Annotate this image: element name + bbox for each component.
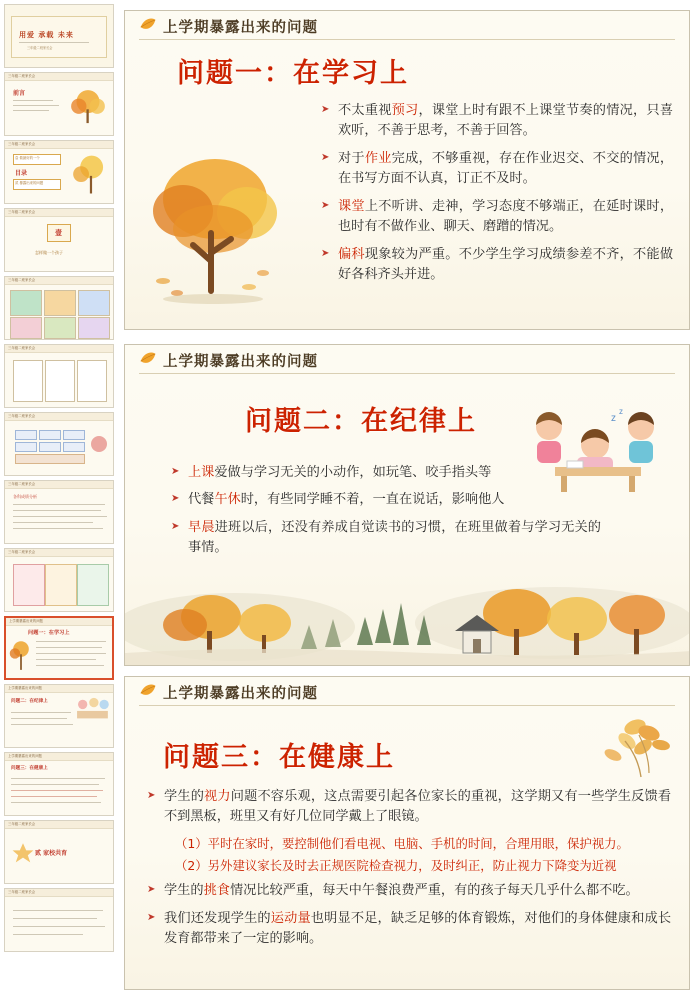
list-item[interactable] xyxy=(4,888,114,952)
thumb-header: 三年级二班家长会 xyxy=(5,209,113,217)
page-title: 上学期暴露出来的问题 xyxy=(163,354,318,370)
thumb-content xyxy=(5,488,113,543)
leaf-icon xyxy=(139,351,157,367)
bullet-list xyxy=(147,787,671,956)
divider xyxy=(139,39,675,40)
list-item[interactable] xyxy=(4,276,114,340)
thumb-header: 三年级二班家长会 xyxy=(5,481,113,489)
list-item[interactable] xyxy=(4,344,114,408)
list-item[interactable] xyxy=(4,684,114,748)
list-item[interactable] xyxy=(4,548,114,612)
thumb-title: 壹 xyxy=(55,229,62,237)
list-item[interactable] xyxy=(4,752,114,816)
thumb-content xyxy=(5,284,113,339)
list-item: ➤ 我们还发现学生的运动量也明显不足，缺乏足够的体育锻炼，对他们的身体健康和成长发育都带来了一定的影响。 xyxy=(147,909,671,950)
sub-item: （1）平时在家时，要控制他们看电视、电脑、手机的时间，合理用眼，保护视力。 xyxy=(175,835,629,851)
thumb-header: 三年级二班家长会 xyxy=(5,413,113,421)
tree-illustration xyxy=(143,141,293,306)
slide-header xyxy=(125,11,689,41)
list-item: ➤ 早晨进班以后，还没有养成自觉读书的习惯，在班里做着与学习无关的事情。 xyxy=(171,518,601,559)
thumb-content xyxy=(5,556,113,611)
list-item[interactable] xyxy=(4,72,114,136)
thumb-content xyxy=(5,692,113,747)
thumb-title: 前言 xyxy=(13,90,26,97)
thumb-line-1: 壹 做最好的一个 xyxy=(15,156,40,160)
list-item[interactable] xyxy=(4,208,114,272)
slide-main-title: 问题一：在学习上 xyxy=(177,58,409,89)
list-item[interactable] xyxy=(4,412,114,476)
thumb-content xyxy=(5,420,113,475)
thumb-title: 目录 xyxy=(15,170,28,177)
leaf-icon xyxy=(139,17,157,33)
thumb-header: 三年级二班家长会 xyxy=(5,549,113,557)
slide-header xyxy=(125,345,689,375)
bullet-list xyxy=(171,463,601,566)
thumb-header: 三年级二班家长会 xyxy=(5,73,113,81)
thumb-content xyxy=(5,352,113,407)
thumb-title: 问题二：在纪律上 xyxy=(11,699,48,704)
page-title: 上学期暴露出来的问题 xyxy=(163,20,318,36)
thumb-content xyxy=(5,760,113,815)
thumb-header: 三年级二班家长会 xyxy=(5,141,113,149)
list-item: ➤ 代餐午休时，有些同学睡不着，一直在说话，影响他人 xyxy=(171,490,601,510)
thumb-header: 三年级二班家长会 xyxy=(5,821,113,829)
thumb-line-2: 贰 暴露出来的问题 xyxy=(15,181,44,185)
list-item-selected[interactable] xyxy=(4,616,114,680)
flower-illustration xyxy=(569,711,679,791)
thumb-title: 用爱 承载 未来 xyxy=(19,31,74,39)
slide-problem-two[interactable] xyxy=(124,344,690,666)
thumb-header: 三年级二班家长会 xyxy=(5,345,113,353)
thumb-content xyxy=(6,625,112,678)
slide-main-title: 问题三：在健康上 xyxy=(163,742,395,773)
divider xyxy=(139,373,675,374)
thumb-header: 三年级二班家长会 xyxy=(5,277,113,285)
divider xyxy=(139,705,675,706)
thumb-title: 问题一：在学习上 xyxy=(28,630,70,636)
thumb-content xyxy=(5,148,113,203)
thumb-content xyxy=(5,216,113,271)
list-item: ➤ 偏科现象较为严重。不少学生学习成绩参差不齐，不能做好各科齐头并进。 xyxy=(321,245,673,286)
thumb-title: 各科成绩分析 xyxy=(13,494,37,499)
bullet-list xyxy=(321,101,673,293)
thumb-content xyxy=(5,896,113,951)
landscape-illustration xyxy=(125,557,689,665)
list-item: ➤ 学生的挑食情况比较严重，每天中午餐浪费严重，有的孩子每天几乎什么都不吃。 xyxy=(147,881,671,901)
list-item: ➤ 对于作业完成，不够重视，存在作业迟交、不交的情况，在书写方面不认真，订正不及时。 xyxy=(321,149,673,190)
thumb-title: 贰 家校共育 xyxy=(35,850,68,857)
thumb-header: 上学期暴露出来的问题 xyxy=(5,685,113,693)
svg-text:z: z xyxy=(611,413,616,424)
thumb-title: 问题三：在健康上 xyxy=(11,766,48,771)
slide-problem-three[interactable] xyxy=(124,676,690,990)
thumb-header: 上学期暴露出来的问题 xyxy=(6,618,112,626)
list-item: ➤ 不太重视预习，课堂上时有跟不上课堂节奏的情况，只喜欢听，不善于思考，不善于回答。 xyxy=(321,101,673,142)
leaf-icon xyxy=(139,683,157,699)
slide-main-title: 问题二：在纪律上 xyxy=(245,406,477,437)
slide-problem-one[interactable] xyxy=(124,10,690,330)
page-title: 上学期暴露出来的问题 xyxy=(163,686,318,702)
list-item[interactable] xyxy=(4,4,114,68)
svg-text:z: z xyxy=(619,407,623,416)
thumb-content xyxy=(5,80,113,135)
thumb-sub: 三年级二班家长会 xyxy=(27,46,53,50)
thumb-content xyxy=(5,12,113,67)
list-item: ➤ 学生的视力问题不容乐观，这点需要引起各位家长的重视，这学期又有一些学生反馈看不到黑板，班里又有好几位同学戴上了眼镜。 xyxy=(147,787,671,828)
list-item: ➤ 课堂上不听讲、走神，学习态度不够端正，在延时课时，也时有不做作业、聊天、磨蹭的情况。 xyxy=(321,197,673,238)
list-item[interactable] xyxy=(4,140,114,204)
list-item[interactable] xyxy=(4,480,114,544)
slide-header xyxy=(125,677,689,707)
thumb-content xyxy=(5,828,113,883)
list-item[interactable] xyxy=(4,820,114,884)
list-item: ➤ 上课爱做与学习无关的小动作，如玩笔、咬手指头等 xyxy=(171,463,601,483)
thumb-header: 上学期暴露出来的问题 xyxy=(5,753,113,761)
thumb-sub: 怎样做一个孩子 xyxy=(35,250,63,255)
slide-thumbnail-rail[interactable] xyxy=(0,0,116,1000)
thumb-header: 三年级二班家长会 xyxy=(5,889,113,897)
sub-item: （2）另外建议家长及时去正规医院检查视力，及时纠正，防止视力下降变为近视 xyxy=(175,857,617,873)
